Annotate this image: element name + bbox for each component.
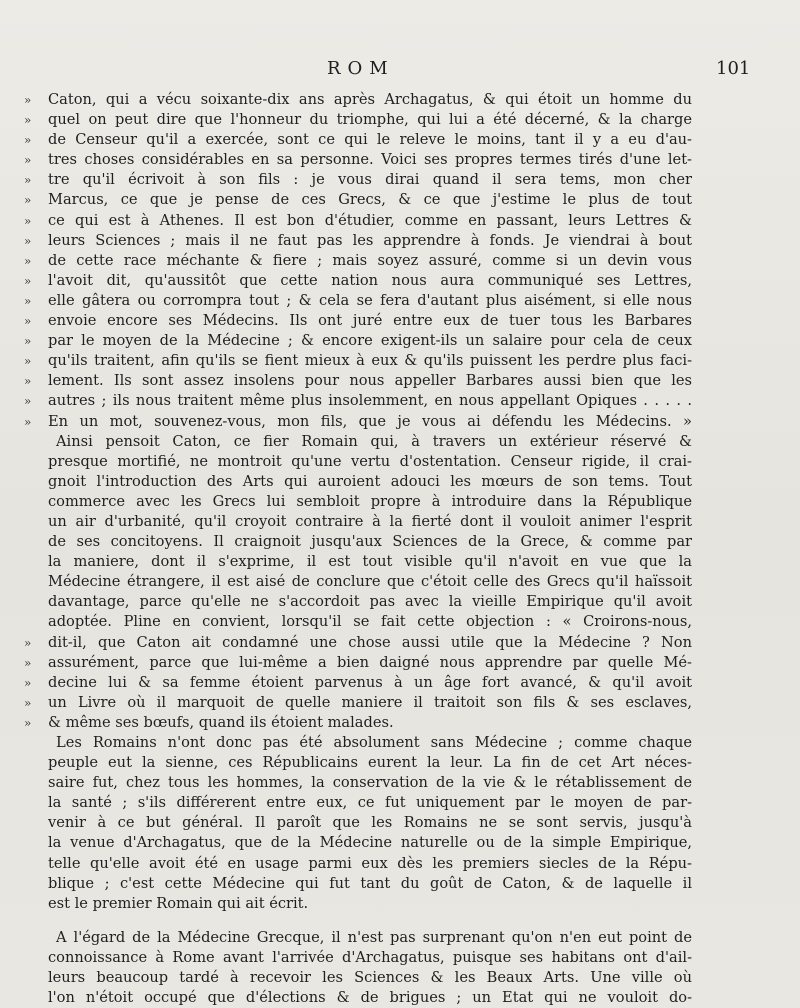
text-line bbox=[24, 673, 692, 693]
line-text: Ainsi pensoit Caton, ce fier Romain qui, à travers un extérieur réservé & bbox=[56, 432, 692, 450]
quote-mark: » bbox=[24, 133, 32, 148]
line-text: envoie encore ses Médecins. Ils ont juré entre eux de tuer tous les Barbares bbox=[48, 312, 692, 330]
page-number: 101 bbox=[716, 58, 751, 79]
line-text: commerce avec les Grecs lui sembloit propre à introduire dans la République bbox=[48, 492, 692, 510]
line-text: davantage, parce qu'elle ne s'accordoit pas avec la vieille Empirique qu'il avoit bbox=[48, 593, 692, 611]
line-text: est le premier Romain qui ait écrit. bbox=[48, 894, 309, 912]
line-text: connoissance à Rome avant l'arrivée d'Archagatus, puisque ses habitans ont d'ail- bbox=[48, 948, 692, 966]
line-text: qu'ils traitent, afin qu'ils se fient mieux à eux & qu'ils puissent les perdre plus faci- bbox=[48, 352, 692, 370]
line-text: decine lui & sa femme étoient parvenus à un âge fort avancé, & qu'il avoit bbox=[48, 673, 692, 691]
running-head: ROM bbox=[327, 58, 395, 79]
text-line bbox=[24, 251, 692, 271]
text-line bbox=[24, 371, 692, 391]
line-text: de ses concitoyens. Il craignoit jusqu'aux Sciences de la Grece, & comme par bbox=[48, 533, 692, 551]
line-text: par le moyen de la Médecine ; & encore exigent-ils un salaire pour cela de ceux bbox=[48, 332, 692, 350]
line-text: En un mot, souvenez-vous, mon fils, que je vous ai défendu les Médecins. » bbox=[48, 412, 692, 430]
quote-mark bbox=[24, 552, 48, 572]
text-line bbox=[24, 311, 692, 331]
quote-mark bbox=[24, 968, 48, 988]
line-text: gnoit l'introduction des Arts qui auroient adouci les mœurs de son tems. Tout bbox=[48, 472, 692, 490]
quote-mark bbox=[24, 592, 48, 612]
text-line bbox=[24, 472, 692, 492]
text-line bbox=[24, 612, 692, 632]
quote-mark: » bbox=[24, 293, 32, 308]
text-line bbox=[24, 271, 692, 291]
text-line bbox=[24, 532, 692, 552]
quote-mark: » bbox=[24, 113, 32, 128]
quote-mark: » bbox=[24, 253, 32, 268]
line-text: la santé ; s'ils différerent entre eux, ce fut uniquement par le moyen de par- bbox=[48, 794, 692, 812]
quote-mark bbox=[24, 452, 48, 472]
text-line bbox=[24, 211, 692, 231]
quote-mark bbox=[24, 532, 48, 552]
quote-mark: » bbox=[24, 213, 32, 228]
quote-mark bbox=[24, 773, 48, 793]
text-line bbox=[24, 968, 692, 988]
quote-mark: » bbox=[24, 314, 32, 329]
line-text: adoptée. Pline en convient, lorsqu'il se fait cette objection : « Croirons-nous, bbox=[48, 613, 692, 631]
line-text: de Censeur qu'il a exercée, sont ce qui le releve le moins, tant il y a eu d'au- bbox=[48, 131, 692, 149]
text-line bbox=[24, 492, 692, 512]
text-line bbox=[24, 833, 692, 853]
quote-mark: » bbox=[24, 635, 32, 650]
text-line bbox=[24, 633, 692, 653]
page-header bbox=[0, 58, 800, 84]
text-line bbox=[24, 894, 692, 914]
text-line bbox=[24, 130, 692, 150]
text-line bbox=[24, 291, 692, 311]
line-text: peuple eut la sienne, ces Républicains eurent la leur. La fin de cet Art néces- bbox=[48, 754, 692, 772]
quote-mark: » bbox=[24, 715, 32, 730]
quote-mark bbox=[24, 874, 48, 894]
line-text: leurs Sciences ; mais il ne faut pas les apprendre à fonds. Je viendrai à bout bbox=[48, 231, 692, 249]
line-text: ce qui est à Athenes. Il est bon d'étudier, comme en passant, leurs Lettres & bbox=[48, 211, 692, 229]
quote-mark bbox=[24, 813, 48, 833]
line-text: blique ; c'est cette Médecine qui fut tant du goût de Caton, & de laquelle il bbox=[48, 874, 692, 892]
text-line bbox=[24, 693, 692, 713]
text-line bbox=[24, 874, 692, 894]
quote-mark bbox=[24, 572, 48, 592]
text-line bbox=[24, 150, 692, 170]
line-text: Les Romains n'ont donc pas été absolument sans Médecine ; comme chaque bbox=[56, 734, 692, 751]
line-text: la venue d'Archagatus, que de la Médecine naturelle ou de la simple Empirique, bbox=[48, 834, 692, 852]
line-text: Caton, qui a vécu soixante-dix ans après Archagatus, & qui étoit un homme du bbox=[48, 91, 692, 108]
quote-mark bbox=[24, 512, 48, 532]
quote-mark bbox=[24, 988, 48, 1008]
quote-mark bbox=[24, 854, 48, 874]
line-text: un Livre où il marquoit de quelle maniere il traitoit son fils & ses esclaves, bbox=[48, 693, 692, 711]
quote-mark bbox=[24, 753, 48, 773]
text-line bbox=[24, 90, 692, 110]
line-text: saire fut, chez tous les hommes, la conservation de la vie & le rétablissement de bbox=[48, 774, 692, 792]
paragraph-gap bbox=[24, 914, 692, 928]
quote-mark: » bbox=[24, 153, 32, 168]
text-line bbox=[24, 948, 692, 968]
text-line bbox=[24, 713, 692, 733]
text-line bbox=[24, 572, 692, 592]
quote-mark bbox=[24, 793, 48, 813]
text-line bbox=[24, 452, 692, 472]
text-line bbox=[24, 512, 692, 532]
text-line bbox=[24, 813, 692, 833]
quote-mark: » bbox=[24, 394, 32, 409]
line-text: dit-il, que Caton ait condamné une chose aussi utile que la Médecine ? Non bbox=[48, 633, 692, 651]
line-text: de cette race méchante & fiere ; mais soyez assuré, comme si un devin vous bbox=[48, 251, 692, 269]
text-line bbox=[24, 391, 692, 411]
quote-mark: » bbox=[24, 334, 32, 349]
quote-mark: » bbox=[24, 675, 32, 690]
quote-mark: » bbox=[24, 173, 32, 188]
line-text: & même ses bœufs, quand ils étoient malades. bbox=[48, 713, 394, 731]
line-text: l'avoit dit, qu'aussitôt que cette nation nous aura communiqué ses Lettres, bbox=[48, 271, 692, 289]
quote-mark bbox=[24, 492, 48, 512]
quote-mark: » bbox=[24, 93, 32, 107]
line-text: leurs beaucoup tardé à recevoir les Sciences & les Beaux Arts. Une ville où bbox=[48, 969, 692, 987]
text-line bbox=[24, 733, 692, 753]
line-text: presque mortifié, ne montroit qu'une vertu d'ostentation. Censeur rigide, il crai- bbox=[48, 452, 692, 470]
quote-mark: » bbox=[24, 233, 32, 248]
text-line bbox=[24, 773, 692, 793]
quote-mark bbox=[24, 612, 48, 632]
text-line bbox=[24, 793, 692, 813]
line-text: venir à ce but général. Il paroît que les Romains ne se sont servis, jusqu'à bbox=[48, 814, 692, 832]
text-line bbox=[24, 653, 692, 673]
line-text: lement. Ils sont assez insolens pour nous appeller Barbares aussi bien que les bbox=[48, 372, 692, 390]
quote-mark: » bbox=[24, 193, 32, 208]
line-text: assurément, parce que lui-même a bien daigné nous apprendre par quelle Mé- bbox=[48, 653, 692, 671]
quote-mark bbox=[24, 733, 48, 753]
quote-mark bbox=[24, 432, 48, 452]
text-line bbox=[24, 432, 692, 452]
text-line bbox=[24, 988, 692, 1008]
text-line bbox=[24, 552, 692, 572]
quote-mark bbox=[24, 928, 48, 948]
text-line bbox=[24, 412, 692, 432]
quote-mark bbox=[24, 948, 48, 968]
line-text: telle qu'elle avoit été en usage parmi eux dès les premiers siecles de la Répu- bbox=[48, 854, 692, 872]
text-line bbox=[24, 928, 692, 948]
text-line bbox=[24, 170, 692, 190]
line-text: tre qu'il écrivoit à son fils : je vous dirai quand il sera tems, mon cher bbox=[48, 171, 692, 189]
text-line bbox=[24, 190, 692, 210]
text-line bbox=[24, 231, 692, 251]
quote-mark: » bbox=[24, 354, 32, 369]
line-text: l'on n'étoit occupé que d'élections & de brigues ; un Etat qui ne vouloit do- bbox=[48, 989, 692, 1007]
quote-mark bbox=[24, 833, 48, 853]
text-line bbox=[24, 854, 692, 874]
quote-mark: » bbox=[24, 655, 32, 670]
text-line bbox=[24, 753, 692, 773]
quote-mark bbox=[24, 472, 48, 492]
line-text: autres ; ils nous traitent même plus insolemment, en nous appellant Opiques . . . . . bbox=[48, 392, 692, 410]
quote-mark: » bbox=[24, 273, 32, 288]
quote-mark: » bbox=[24, 695, 32, 710]
text-line bbox=[24, 592, 692, 612]
text-line bbox=[24, 331, 692, 351]
line-text: un air d'urbanité, qu'il croyoit contraire à la fierté dont il vouloit animer l'esprit bbox=[48, 512, 692, 530]
line-text: Médecine étrangere, il est aisé de conclure que c'étoit celle des Grecs qu'il haïssoit bbox=[48, 573, 692, 591]
text-line bbox=[24, 110, 692, 130]
text-body bbox=[24, 90, 692, 1008]
quote-mark: » bbox=[24, 374, 32, 389]
line-text: tres choses considérables en sa personne. Voici ses propres termes tirés d'une let- bbox=[48, 151, 692, 169]
line-text: la maniere, dont il s'exprime, il est tout visible qu'il n'avoit en vue que la bbox=[48, 553, 692, 571]
line-text: quel on peut dire que l'honneur du triomphe, qui lui a été décerné, & la charge bbox=[48, 111, 692, 129]
quote-mark bbox=[24, 894, 48, 914]
line-text: A l'égard de la Médecine Grecque, il n'est pas surprenant qu'on n'en eut point de bbox=[56, 928, 692, 946]
line-text: elle gâtera ou corrompra tout ; & cela se fera d'autant plus aisément, si elle nous bbox=[48, 291, 692, 309]
line-text: Marcus, ce que je pense de ces Grecs, & ce que j'estime le plus de tout bbox=[48, 191, 692, 209]
text-line bbox=[24, 351, 692, 371]
quote-mark: » bbox=[24, 414, 32, 429]
